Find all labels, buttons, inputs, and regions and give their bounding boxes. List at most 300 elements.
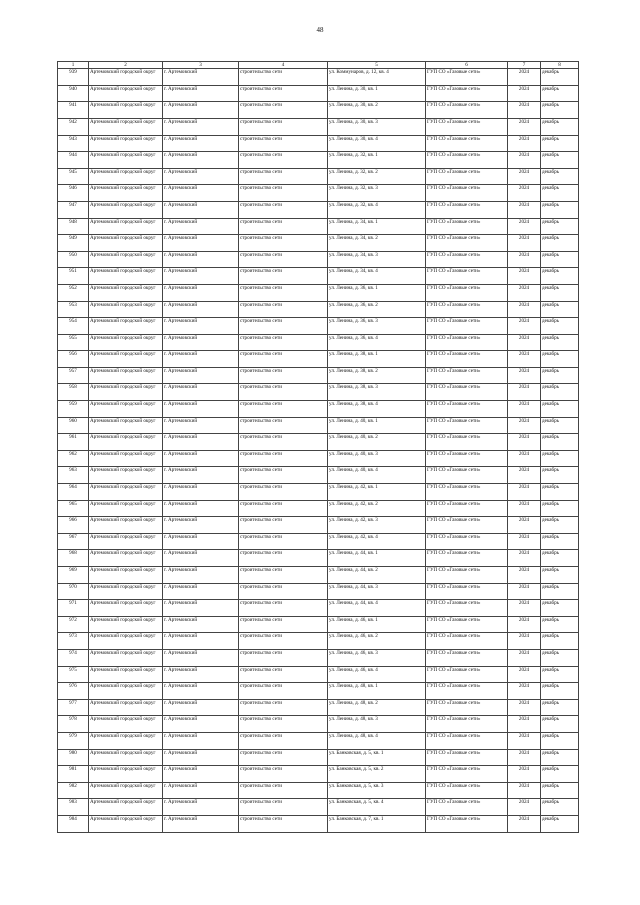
month-cell: декабрь: [541, 251, 579, 268]
work-type-cell: строительство сети: [239, 567, 328, 584]
row-number-cell: 941: [58, 102, 89, 119]
organization-cell: ГУП СО «Газовые сети»: [426, 633, 508, 650]
table-row: [58, 683, 579, 700]
month-cell: декабрь: [541, 699, 579, 716]
work-type-cell: строительство сети: [239, 450, 328, 467]
year-cell: 2024: [508, 301, 541, 318]
table-row: [58, 268, 579, 285]
address-cell: ул. Ленина, д. 36, кв. 1: [328, 284, 426, 301]
organization-cell: ГУП СО «Газовые сети»: [426, 799, 508, 816]
month-cell: декабрь: [541, 484, 579, 501]
address-cell: ул. Ленина, д. 48, кв. 4: [328, 732, 426, 749]
table-row: [58, 434, 579, 451]
settlement-cell: г. Артемовский: [163, 467, 239, 484]
table-row: [58, 135, 579, 152]
table-row: [58, 699, 579, 716]
district-cell: Артемовский городской округ: [89, 517, 163, 534]
district-cell: Артемовский городской округ: [89, 301, 163, 318]
settlement-cell: г. Артемовский: [163, 152, 239, 169]
work-type-cell: строительство сети: [239, 616, 328, 633]
row-number-cell: 954: [58, 318, 89, 335]
year-cell: 2024: [508, 235, 541, 252]
row-number-cell: 952: [58, 284, 89, 301]
row-number-cell: 980: [58, 749, 89, 766]
year-cell: 2024: [508, 550, 541, 567]
settlement-cell: г. Артемовский: [163, 218, 239, 235]
organization-cell: ГУП СО «Газовые сети»: [426, 467, 508, 484]
settlement-cell: г. Артемовский: [163, 633, 239, 650]
address-cell: ул. Ленина, д. 48, кв. 2: [328, 699, 426, 716]
address-cell: ул. Ленина, д. 32, кв. 3: [328, 185, 426, 202]
organization-cell: ГУП СО «Газовые сети»: [426, 616, 508, 633]
table-row: [58, 85, 579, 102]
district-cell: Артемовский городской округ: [89, 168, 163, 185]
work-type-cell: строительство сети: [239, 434, 328, 451]
table-row: [58, 102, 579, 119]
table-row: [58, 815, 579, 832]
settlement-cell: г. Артемовский: [163, 135, 239, 152]
work-type-cell: строительство сети: [239, 484, 328, 501]
year-cell: 2024: [508, 782, 541, 799]
month-cell: декабрь: [541, 683, 579, 700]
organization-cell: ГУП СО «Газовые сети»: [426, 334, 508, 351]
work-type-cell: строительство сети: [239, 367, 328, 384]
address-cell: ул. Ленина, д. 40, кв. 3: [328, 450, 426, 467]
row-number-cell: 944: [58, 152, 89, 169]
organization-cell: ГУП СО «Газовые сети»: [426, 268, 508, 285]
row-number-cell: 977: [58, 699, 89, 716]
row-number-cell: 970: [58, 583, 89, 600]
year-cell: 2024: [508, 185, 541, 202]
settlement-cell: г. Артемовский: [163, 815, 239, 832]
month-cell: декабрь: [541, 69, 579, 86]
work-type-cell: строительство сети: [239, 517, 328, 534]
work-type-cell: строительство сети: [239, 351, 328, 368]
month-cell: декабрь: [541, 600, 579, 617]
row-number-cell: 978: [58, 716, 89, 733]
month-cell: декабрь: [541, 782, 579, 799]
row-number-cell: 959: [58, 401, 89, 418]
address-cell: ул. Ленина, д. 32, кв. 1: [328, 152, 426, 169]
address-cell: ул. Ленина, д. 40, кв. 4: [328, 467, 426, 484]
district-cell: Артемовский городской округ: [89, 85, 163, 102]
month-cell: декабрь: [541, 152, 579, 169]
work-type-cell: строительство сети: [239, 301, 328, 318]
organization-cell: ГУП СО «Газовые сети»: [426, 168, 508, 185]
district-cell: Артемовский городской округ: [89, 135, 163, 152]
row-number-cell: 966: [58, 517, 89, 534]
table-row: [58, 450, 579, 467]
year-cell: 2024: [508, 500, 541, 517]
district-cell: Артемовский городской округ: [89, 716, 163, 733]
month-cell: декабрь: [541, 616, 579, 633]
table-row: [58, 500, 579, 517]
address-cell: ул. Ленина, д. 44, кв. 2: [328, 567, 426, 584]
work-type-cell: строительство сети: [239, 318, 328, 335]
district-cell: Артемовский городской округ: [89, 102, 163, 119]
month-cell: декабрь: [541, 550, 579, 567]
year-cell: 2024: [508, 367, 541, 384]
work-type-cell: строительство сети: [239, 799, 328, 816]
month-cell: декабрь: [541, 567, 579, 584]
month-cell: декабрь: [541, 301, 579, 318]
district-cell: Артемовский городской округ: [89, 201, 163, 218]
address-cell: ул. Банковская, д. 5, кв. 1: [328, 749, 426, 766]
work-type-cell: строительство сети: [239, 633, 328, 650]
year-cell: 2024: [508, 417, 541, 434]
month-cell: декабрь: [541, 434, 579, 451]
year-cell: 2024: [508, 716, 541, 733]
district-cell: Артемовский городской округ: [89, 235, 163, 252]
organization-cell: ГУП СО «Газовые сети»: [426, 85, 508, 102]
district-cell: Артемовский городской округ: [89, 69, 163, 86]
settlement-cell: г. Артемовский: [163, 434, 239, 451]
district-cell: Артемовский городской округ: [89, 749, 163, 766]
address-cell: ул. Ленина, д. 38, кв. 4: [328, 401, 426, 418]
district-cell: Артемовский городской округ: [89, 185, 163, 202]
district-cell: Артемовский городской округ: [89, 766, 163, 783]
address-cell: ул. Ленина, д. 42, кв. 3: [328, 517, 426, 534]
address-cell: ул. Ленина, д. 36, кв. 3: [328, 318, 426, 335]
month-cell: декабрь: [541, 766, 579, 783]
header-cell-5: 5: [328, 62, 426, 69]
organization-cell: ГУП СО «Газовые сети»: [426, 815, 508, 832]
month-cell: декабрь: [541, 732, 579, 749]
month-cell: декабрь: [541, 716, 579, 733]
month-cell: декабрь: [541, 367, 579, 384]
row-number-cell: 953: [58, 301, 89, 318]
table-row: [58, 417, 579, 434]
work-type-cell: строительство сети: [239, 85, 328, 102]
work-type-cell: строительство сети: [239, 135, 328, 152]
address-cell: ул. Ленина, д. 30, кв. 1: [328, 85, 426, 102]
district-cell: Артемовский городской округ: [89, 683, 163, 700]
organization-cell: ГУП СО «Газовые сети»: [426, 550, 508, 567]
settlement-cell: г. Артемовский: [163, 782, 239, 799]
year-cell: 2024: [508, 583, 541, 600]
work-type-cell: строительство сети: [239, 666, 328, 683]
row-number-cell: 963: [58, 467, 89, 484]
organization-cell: ГУП СО «Газовые сети»: [426, 301, 508, 318]
row-number-cell: 960: [58, 417, 89, 434]
year-cell: 2024: [508, 384, 541, 401]
organization-cell: ГУП СО «Газовые сети»: [426, 766, 508, 783]
row-number-cell: 942: [58, 118, 89, 135]
settlement-cell: г. Артемовский: [163, 550, 239, 567]
table-row: [58, 284, 579, 301]
table-row: [58, 384, 579, 401]
year-cell: 2024: [508, 699, 541, 716]
work-type-cell: строительство сети: [239, 152, 328, 169]
row-number-cell: 971: [58, 600, 89, 617]
organization-cell: ГУП СО «Газовые сети»: [426, 185, 508, 202]
organization-cell: ГУП СО «Газовые сети»: [426, 367, 508, 384]
settlement-cell: г. Артемовский: [163, 85, 239, 102]
district-cell: Артемовский городской округ: [89, 251, 163, 268]
table-row: [58, 716, 579, 733]
work-type-cell: строительство сети: [239, 699, 328, 716]
table-row: [58, 550, 579, 567]
settlement-cell: г. Артемовский: [163, 583, 239, 600]
address-cell: ул. Банковская, д. 5, кв. 2: [328, 766, 426, 783]
work-type-cell: строительство сети: [239, 417, 328, 434]
settlement-cell: г. Артемовский: [163, 600, 239, 617]
month-cell: декабрь: [541, 185, 579, 202]
organization-cell: ГУП СО «Газовые сети»: [426, 351, 508, 368]
settlement-cell: г. Артемовский: [163, 318, 239, 335]
year-cell: 2024: [508, 401, 541, 418]
month-cell: декабрь: [541, 517, 579, 534]
table-row: [58, 201, 579, 218]
table-header: [58, 62, 579, 69]
organization-cell: ГУП СО «Газовые сети»: [426, 135, 508, 152]
organization-cell: ГУП СО «Газовые сети»: [426, 118, 508, 135]
year-cell: 2024: [508, 351, 541, 368]
address-cell: ул. Ленина, д. 42, кв. 4: [328, 533, 426, 550]
year-cell: 2024: [508, 334, 541, 351]
year-cell: 2024: [508, 318, 541, 335]
month-cell: декабрь: [541, 583, 579, 600]
work-type-cell: строительство сети: [239, 766, 328, 783]
settlement-cell: г. Артемовский: [163, 251, 239, 268]
settlement-cell: г. Артемовский: [163, 649, 239, 666]
organization-cell: ГУП СО «Газовые сети»: [426, 500, 508, 517]
month-cell: декабрь: [541, 318, 579, 335]
settlement-cell: г. Артемовский: [163, 301, 239, 318]
table-row: [58, 766, 579, 783]
work-type-cell: строительство сети: [239, 749, 328, 766]
year-cell: 2024: [508, 683, 541, 700]
settlement-cell: г. Артемовский: [163, 268, 239, 285]
address-cell: ул. Ленина, д. 46, кв. 2: [328, 633, 426, 650]
organization-cell: ГУП СО «Газовые сети»: [426, 517, 508, 534]
work-type-cell: строительство сети: [239, 467, 328, 484]
organization-cell: ГУП СО «Газовые сети»: [426, 649, 508, 666]
month-cell: декабрь: [541, 284, 579, 301]
table-row: [58, 401, 579, 418]
address-cell: ул. Банковская, д. 5, кв. 4: [328, 799, 426, 816]
organization-cell: ГУП СО «Газовые сети»: [426, 600, 508, 617]
settlement-cell: г. Артемовский: [163, 799, 239, 816]
organization-cell: ГУП СО «Газовые сети»: [426, 417, 508, 434]
table-row: [58, 251, 579, 268]
settlement-cell: г. Артемовский: [163, 201, 239, 218]
month-cell: декабрь: [541, 799, 579, 816]
row-number-cell: 958: [58, 384, 89, 401]
month-cell: декабрь: [541, 401, 579, 418]
header-cell-8: 8: [541, 62, 579, 69]
year-cell: 2024: [508, 815, 541, 832]
organization-cell: ГУП СО «Газовые сети»: [426, 152, 508, 169]
settlement-cell: г. Артемовский: [163, 69, 239, 86]
address-cell: ул. Ленина, д. 30, кв. 3: [328, 118, 426, 135]
district-cell: Артемовский городской округ: [89, 367, 163, 384]
organization-cell: ГУП СО «Газовые сети»: [426, 201, 508, 218]
row-number-cell: 981: [58, 766, 89, 783]
settlement-cell: г. Артемовский: [163, 732, 239, 749]
row-number-cell: 939: [58, 69, 89, 86]
month-cell: декабрь: [541, 467, 579, 484]
address-cell: ул. Ленина, д. 30, кв. 2: [328, 102, 426, 119]
settlement-cell: г. Артемовский: [163, 484, 239, 501]
row-number-cell: 983: [58, 799, 89, 816]
header-cell-3: 3: [163, 62, 239, 69]
row-number-cell: 947: [58, 201, 89, 218]
table-row: [58, 749, 579, 766]
row-number-cell: 943: [58, 135, 89, 152]
work-type-cell: строительство сети: [239, 102, 328, 119]
organization-cell: ГУП СО «Газовые сети»: [426, 284, 508, 301]
district-cell: Артемовский городской округ: [89, 782, 163, 799]
month-cell: декабрь: [541, 649, 579, 666]
settlement-cell: г. Артемовский: [163, 235, 239, 252]
organization-cell: ГУП СО «Газовые сети»: [426, 749, 508, 766]
table-row: [58, 185, 579, 202]
district-cell: Артемовский городской округ: [89, 434, 163, 451]
organization-cell: ГУП СО «Газовые сети»: [426, 732, 508, 749]
settlement-cell: г. Артемовский: [163, 102, 239, 119]
table-row: [58, 235, 579, 252]
table-row: [58, 318, 579, 335]
settlement-cell: г. Артемовский: [163, 699, 239, 716]
address-cell: ул. Ленина, д. 36, кв. 2: [328, 301, 426, 318]
address-cell: ул. Ленина, д. 40, кв. 1: [328, 417, 426, 434]
address-cell: ул. Ленина, д. 34, кв. 2: [328, 235, 426, 252]
month-cell: декабрь: [541, 334, 579, 351]
district-cell: Артемовский городской округ: [89, 666, 163, 683]
work-type-cell: строительство сети: [239, 782, 328, 799]
work-type-cell: строительство сети: [239, 168, 328, 185]
month-cell: декабрь: [541, 500, 579, 517]
district-cell: Артемовский городской округ: [89, 318, 163, 335]
organization-cell: ГУП СО «Газовые сети»: [426, 235, 508, 252]
district-cell: Артемовский городской округ: [89, 600, 163, 617]
header-cell-6: 6: [426, 62, 508, 69]
month-cell: декабрь: [541, 268, 579, 285]
year-cell: 2024: [508, 69, 541, 86]
work-type-cell: строительство сети: [239, 401, 328, 418]
address-cell: ул. Ленина, д. 44, кв. 3: [328, 583, 426, 600]
month-cell: декабрь: [541, 118, 579, 135]
month-cell: декабрь: [541, 384, 579, 401]
year-cell: 2024: [508, 85, 541, 102]
year-cell: 2024: [508, 749, 541, 766]
table-row: [58, 367, 579, 384]
month-cell: декабрь: [541, 235, 579, 252]
settlement-cell: г. Артемовский: [163, 334, 239, 351]
address-cell: ул. Банковская, д. 7, кв. 1: [328, 815, 426, 832]
organization-cell: ГУП СО «Газовые сети»: [426, 69, 508, 86]
work-type-cell: строительство сети: [239, 384, 328, 401]
settlement-cell: г. Артемовский: [163, 450, 239, 467]
month-cell: декабрь: [541, 417, 579, 434]
district-cell: Артемовский городской округ: [89, 417, 163, 434]
row-number-cell: 946: [58, 185, 89, 202]
district-cell: Артемовский городской округ: [89, 268, 163, 285]
district-cell: Артемовский городской округ: [89, 815, 163, 832]
district-cell: Артемовский городской округ: [89, 732, 163, 749]
registry-table: [57, 61, 579, 833]
year-cell: 2024: [508, 732, 541, 749]
month-cell: декабрь: [541, 633, 579, 650]
month-cell: декабрь: [541, 168, 579, 185]
row-number-cell: 964: [58, 484, 89, 501]
address-cell: ул. Ленина, д. 48, кв. 3: [328, 716, 426, 733]
district-cell: Артемовский городской округ: [89, 550, 163, 567]
table-row: [58, 301, 579, 318]
row-number-cell: 961: [58, 434, 89, 451]
year-cell: 2024: [508, 616, 541, 633]
month-cell: декабрь: [541, 815, 579, 832]
year-cell: 2024: [508, 152, 541, 169]
settlement-cell: г. Артемовский: [163, 500, 239, 517]
table-row: [58, 600, 579, 617]
address-cell: ул. Ленина, д. 44, кв. 4: [328, 600, 426, 617]
year-cell: 2024: [508, 633, 541, 650]
settlement-cell: г. Артемовский: [163, 567, 239, 584]
settlement-cell: г. Артемовский: [163, 666, 239, 683]
table-row: [58, 583, 579, 600]
organization-cell: ГУП СО «Газовые сети»: [426, 251, 508, 268]
district-cell: Артемовский городской округ: [89, 384, 163, 401]
organization-cell: ГУП СО «Газовые сети»: [426, 434, 508, 451]
settlement-cell: г. Артемовский: [163, 716, 239, 733]
district-cell: Артемовский городской округ: [89, 218, 163, 235]
year-cell: 2024: [508, 135, 541, 152]
address-cell: ул. Ленина, д. 44, кв. 1: [328, 550, 426, 567]
row-number-cell: 973: [58, 633, 89, 650]
year-cell: 2024: [508, 533, 541, 550]
table-row: [58, 732, 579, 749]
district-cell: Артемовский городской округ: [89, 649, 163, 666]
header-row: [58, 62, 579, 69]
row-number-cell: 982: [58, 782, 89, 799]
district-cell: Артемовский городской округ: [89, 467, 163, 484]
address-cell: ул. Ленина, д. 40, кв. 2: [328, 434, 426, 451]
address-cell: ул. Ленина, д. 30, кв. 4: [328, 135, 426, 152]
work-type-cell: строительство сети: [239, 815, 328, 832]
settlement-cell: г. Артемовский: [163, 168, 239, 185]
address-cell: ул. Ленина, д. 32, кв. 2: [328, 168, 426, 185]
table-row: [58, 484, 579, 501]
table-row: [58, 351, 579, 368]
organization-cell: ГУП СО «Газовые сети»: [426, 102, 508, 119]
address-cell: ул. Ленина, д. 42, кв. 1: [328, 484, 426, 501]
district-cell: Артемовский городской округ: [89, 633, 163, 650]
address-cell: ул. Ленина, д. 46, кв. 4: [328, 666, 426, 683]
year-cell: 2024: [508, 201, 541, 218]
address-cell: ул. Ленина, д. 38, кв. 3: [328, 384, 426, 401]
page-number: 48: [316, 26, 324, 34]
row-number-cell: 975: [58, 666, 89, 683]
month-cell: декабрь: [541, 102, 579, 119]
district-cell: Артемовский городской округ: [89, 401, 163, 418]
district-cell: Артемовский городской округ: [89, 567, 163, 584]
district-cell: Артемовский городской округ: [89, 484, 163, 501]
month-cell: декабрь: [541, 351, 579, 368]
row-number-cell: 948: [58, 218, 89, 235]
address-cell: ул. Ленина, д. 38, кв. 1: [328, 351, 426, 368]
work-type-cell: строительство сети: [239, 716, 328, 733]
year-cell: 2024: [508, 799, 541, 816]
row-number-cell: 949: [58, 235, 89, 252]
work-type-cell: строительство сети: [239, 500, 328, 517]
work-type-cell: строительство сети: [239, 683, 328, 700]
address-cell: ул. Ленина, д. 46, кв. 3: [328, 649, 426, 666]
district-cell: Артемовский городской округ: [89, 533, 163, 550]
year-cell: 2024: [508, 666, 541, 683]
work-type-cell: строительство сети: [239, 583, 328, 600]
